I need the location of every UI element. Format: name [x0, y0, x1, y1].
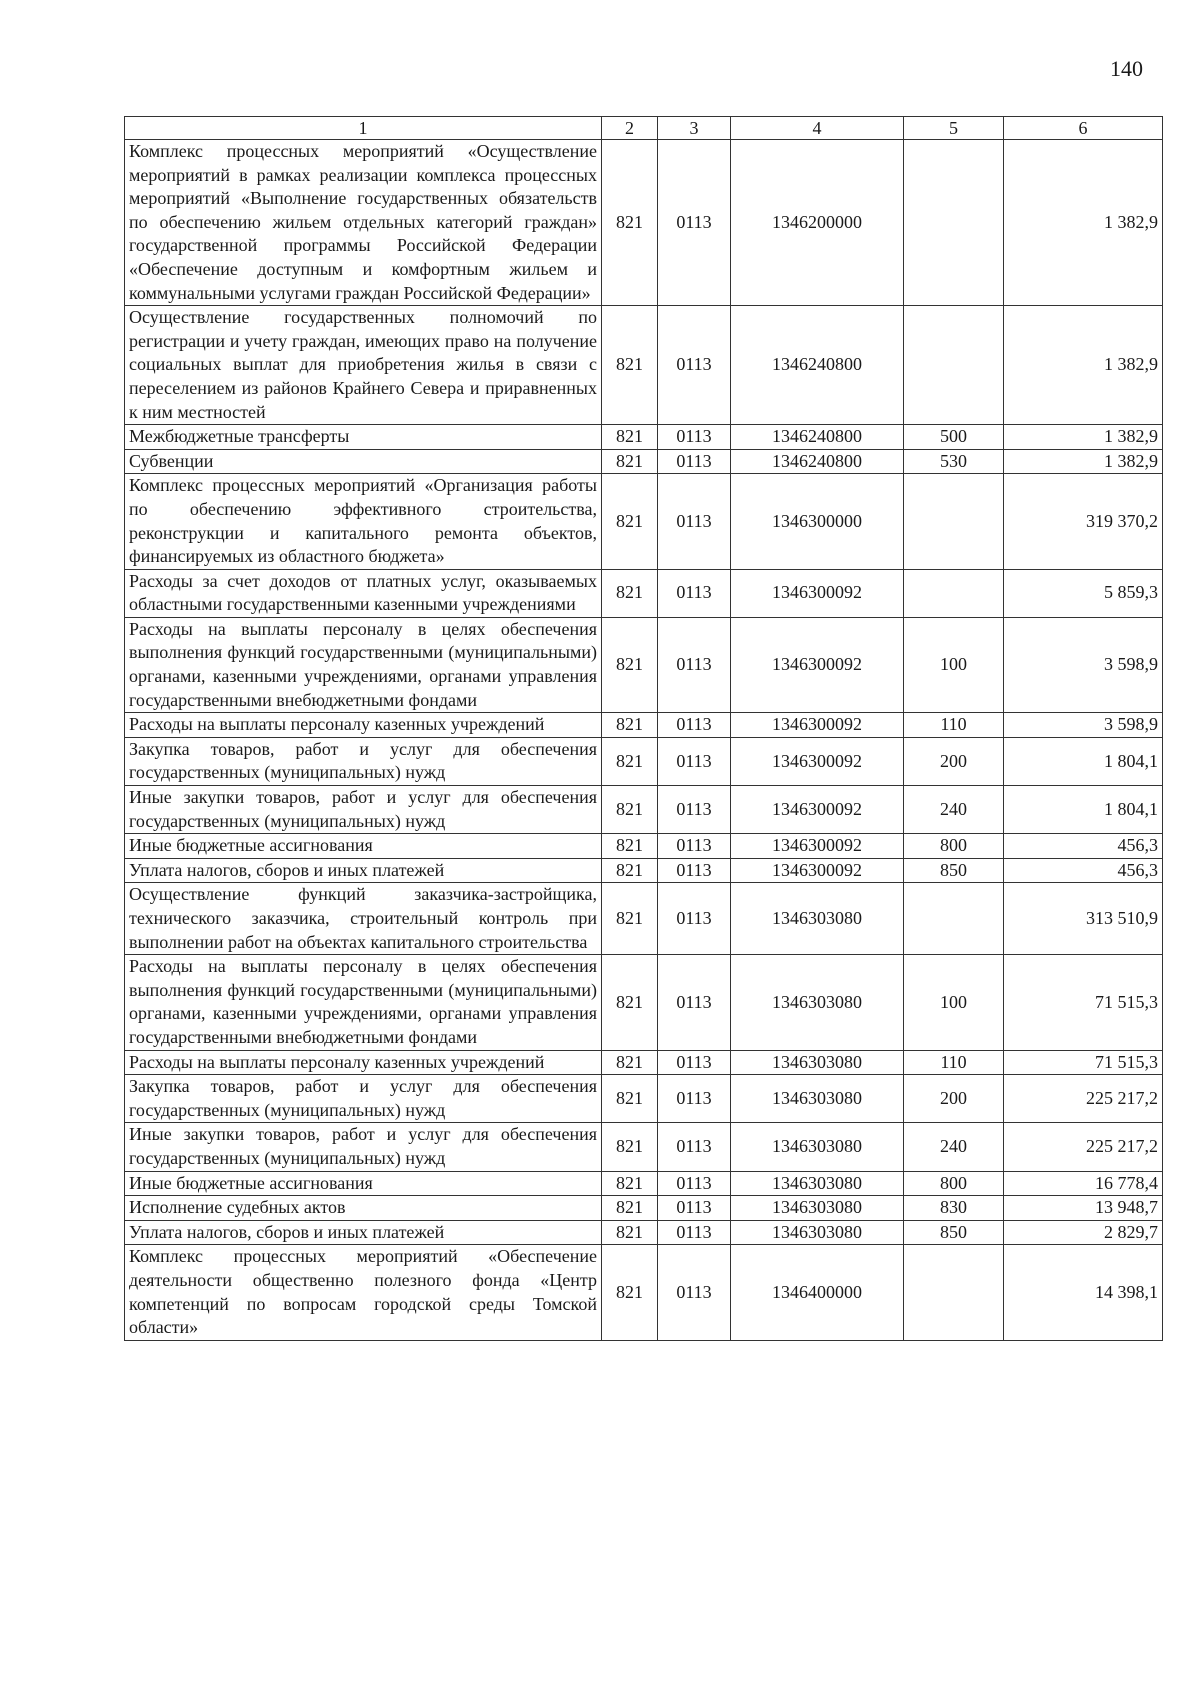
- row-description: Иные бюджетные ассигнования: [125, 1171, 602, 1196]
- row-admin-code: 821: [602, 1220, 658, 1245]
- row-expense-type: [904, 306, 1004, 425]
- row-admin-code: 821: [602, 834, 658, 859]
- row-target-article: 1346300092: [731, 737, 904, 785]
- table-row: [125, 140, 1163, 306]
- table-row: [125, 1196, 1163, 1221]
- row-section-code: 0113: [658, 569, 731, 617]
- row-section-code: 0113: [658, 858, 731, 883]
- row-expense-type: 200: [904, 1075, 1004, 1123]
- row-target-article: 1346300092: [731, 569, 904, 617]
- row-expense-type: 530: [904, 449, 1004, 474]
- row-section-code: 0113: [658, 883, 731, 955]
- column-header: 4: [731, 117, 904, 140]
- row-description: Иные закупки товаров, работ и услуг для обеспечения государственных (муниципальных) нужд: [125, 1123, 602, 1171]
- row-admin-code: 821: [602, 737, 658, 785]
- row-expense-type: 800: [904, 834, 1004, 859]
- row-target-article: 1346300092: [731, 713, 904, 738]
- row-description: Расходы на выплаты персоналу казенных учреждений: [125, 713, 602, 738]
- row-amount: 2 829,7: [1004, 1220, 1163, 1245]
- table-row: [125, 569, 1163, 617]
- table-row: [125, 737, 1163, 785]
- row-expense-type: 800: [904, 1171, 1004, 1196]
- row-target-article: 1346303080: [731, 883, 904, 955]
- row-description: Исполнение судебных актов: [125, 1196, 602, 1221]
- row-admin-code: 821: [602, 1171, 658, 1196]
- row-section-code: 0113: [658, 1171, 731, 1196]
- row-section-code: 0113: [658, 1075, 731, 1123]
- row-section-code: 0113: [658, 1220, 731, 1245]
- row-admin-code: 821: [602, 1196, 658, 1221]
- row-expense-type: 850: [904, 1220, 1004, 1245]
- row-target-article: 1346200000: [731, 140, 904, 306]
- row-admin-code: 821: [602, 140, 658, 306]
- row-section-code: 0113: [658, 617, 731, 712]
- row-amount: 13 948,7: [1004, 1196, 1163, 1221]
- row-section-code: 0113: [658, 713, 731, 738]
- row-section-code: 0113: [658, 834, 731, 859]
- row-description: Закупка товаров, работ и услуг для обеспечения государственных (муниципальных) нужд: [125, 1075, 602, 1123]
- row-description: Иные бюджетные ассигнования: [125, 834, 602, 859]
- row-amount: 14 398,1: [1004, 1245, 1163, 1340]
- row-section-code: 0113: [658, 737, 731, 785]
- row-description: Осуществление функций заказчика-застройщика, технического заказчика, строительный контроль при выполнении работ на объектах капитального строительства: [125, 883, 602, 955]
- row-amount: 1 804,1: [1004, 737, 1163, 785]
- row-admin-code: 821: [602, 1050, 658, 1075]
- row-target-article: 1346240800: [731, 306, 904, 425]
- row-description: Осуществление государственных полномочий по регистрации и учету граждан, имеющих право на получение социальных выплат для приобретения жилья в связи с переселением из районов Крайнего Севера и приравненных к ним местностей: [125, 306, 602, 425]
- row-expense-type: 500: [904, 425, 1004, 450]
- row-target-article: 1346300000: [731, 474, 904, 569]
- row-expense-type: [904, 140, 1004, 306]
- row-amount: 456,3: [1004, 858, 1163, 883]
- column-header: 2: [602, 117, 658, 140]
- row-amount: 71 515,3: [1004, 955, 1163, 1050]
- table-body: [125, 140, 1163, 1341]
- row-amount: 225 217,2: [1004, 1123, 1163, 1171]
- row-admin-code: 821: [602, 617, 658, 712]
- row-target-article: 1346303080: [731, 1171, 904, 1196]
- row-admin-code: 821: [602, 955, 658, 1050]
- row-expense-type: 200: [904, 737, 1004, 785]
- row-expense-type: 100: [904, 955, 1004, 1050]
- row-expense-type: 240: [904, 786, 1004, 834]
- row-section-code: 0113: [658, 786, 731, 834]
- column-header: 5: [904, 117, 1004, 140]
- row-admin-code: 821: [602, 569, 658, 617]
- row-expense-type: 240: [904, 1123, 1004, 1171]
- table-row: [125, 858, 1163, 883]
- table-row: [125, 1220, 1163, 1245]
- table-row: [125, 955, 1163, 1050]
- row-section-code: 0113: [658, 1245, 731, 1340]
- row-admin-code: 821: [602, 449, 658, 474]
- row-amount: 71 515,3: [1004, 1050, 1163, 1075]
- row-admin-code: 821: [602, 1123, 658, 1171]
- row-expense-type: [904, 1245, 1004, 1340]
- row-amount: 1 382,9: [1004, 425, 1163, 450]
- row-amount: 1 804,1: [1004, 786, 1163, 834]
- row-target-article: 1346300092: [731, 858, 904, 883]
- row-section-code: 0113: [658, 474, 731, 569]
- table-row: [125, 713, 1163, 738]
- row-amount: 3 598,9: [1004, 617, 1163, 712]
- table-row: [125, 1171, 1163, 1196]
- row-target-article: 1346303080: [731, 1123, 904, 1171]
- row-admin-code: 821: [602, 713, 658, 738]
- row-admin-code: 821: [602, 883, 658, 955]
- row-amount: 3 598,9: [1004, 713, 1163, 738]
- row-amount: 1 382,9: [1004, 140, 1163, 306]
- row-amount: 456,3: [1004, 834, 1163, 859]
- row-section-code: 0113: [658, 425, 731, 450]
- table-row: [125, 474, 1163, 569]
- row-amount: 1 382,9: [1004, 449, 1163, 474]
- row-target-article: 1346300092: [731, 617, 904, 712]
- row-description: Расходы на выплаты персоналу в целях обеспечения выполнения функций государственными (муниципальными) органами, казенными учреждениями, органами управления государственными внебюджетными фондами: [125, 617, 602, 712]
- row-description: Закупка товаров, работ и услуг для обеспечения государственных (муниципальных) нужд: [125, 737, 602, 785]
- row-target-article: 1346400000: [731, 1245, 904, 1340]
- row-description: Комплекс процессных мероприятий «Обеспечение деятельности общественно полезного фонда «Центр компетенций по вопросам городской среды Томской области»: [125, 1245, 602, 1340]
- row-description: Расходы на выплаты персоналу в целях обеспечения выполнения функций государственными (муниципальными) органами, казенными учреждениями, органами управления государственными внебюджетными фондами: [125, 955, 602, 1050]
- table-row: [125, 1245, 1163, 1340]
- page-number: 140: [1110, 56, 1143, 81]
- row-amount: 313 510,9: [1004, 883, 1163, 955]
- row-amount: 5 859,3: [1004, 569, 1163, 617]
- row-description: Межбюджетные трансферты: [125, 425, 602, 450]
- row-expense-type: 830: [904, 1196, 1004, 1221]
- row-section-code: 0113: [658, 306, 731, 425]
- row-expense-type: 110: [904, 1050, 1004, 1075]
- row-description: Расходы за счет доходов от платных услуг, оказываемых областными государственными казенными учреждениями: [125, 569, 602, 617]
- row-admin-code: 821: [602, 1075, 658, 1123]
- table-row: [125, 425, 1163, 450]
- row-expense-type: [904, 474, 1004, 569]
- row-target-article: 1346303080: [731, 955, 904, 1050]
- row-admin-code: 821: [602, 786, 658, 834]
- row-admin-code: 821: [602, 306, 658, 425]
- row-target-article: 1346303080: [731, 1220, 904, 1245]
- row-description: Комплекс процессных мероприятий «Осуществление мероприятий в рамках реализации комплекса процессных мероприятий «Выполнение государственных обязательств по обеспечению жильем отдельных категорий граждан» государственной программы Российской Федерации «Обеспечение доступным и комфортным жильем и коммунальными услугами граждан Российской Федерации»: [125, 140, 602, 306]
- table-row: [125, 1050, 1163, 1075]
- row-amount: 225 217,2: [1004, 1075, 1163, 1123]
- table-row: [125, 1075, 1163, 1123]
- row-section-code: 0113: [658, 140, 731, 306]
- table-row: [125, 834, 1163, 859]
- row-section-code: 0113: [658, 1196, 731, 1221]
- row-target-article: 1346240800: [731, 425, 904, 450]
- row-admin-code: 821: [602, 425, 658, 450]
- row-section-code: 0113: [658, 1050, 731, 1075]
- table-row: [125, 1123, 1163, 1171]
- row-description: Комплекс процессных мероприятий «Организация работы по обеспечению эффективного строительства, реконструкции и капитального ремонта объектов, финансируемых из областного бюджета»: [125, 474, 602, 569]
- row-amount: 319 370,2: [1004, 474, 1163, 569]
- row-expense-type: 100: [904, 617, 1004, 712]
- row-section-code: 0113: [658, 449, 731, 474]
- column-header: 3: [658, 117, 731, 140]
- row-target-article: 1346300092: [731, 786, 904, 834]
- column-header: 6: [1004, 117, 1163, 140]
- row-target-article: 1346300092: [731, 834, 904, 859]
- row-description: Уплата налогов, сборов и иных платежей: [125, 1220, 602, 1245]
- row-expense-type: 850: [904, 858, 1004, 883]
- row-target-article: 1346240800: [731, 449, 904, 474]
- row-admin-code: 821: [602, 858, 658, 883]
- row-description: Субвенции: [125, 449, 602, 474]
- row-description: Расходы на выплаты персоналу казенных учреждений: [125, 1050, 602, 1075]
- row-description: Иные закупки товаров, работ и услуг для обеспечения государственных (муниципальных) нужд: [125, 786, 602, 834]
- row-target-article: 1346303080: [731, 1075, 904, 1123]
- row-target-article: 1346303080: [731, 1196, 904, 1221]
- column-header: 1: [125, 117, 602, 140]
- row-expense-type: [904, 569, 1004, 617]
- budget-table: [124, 116, 1163, 1341]
- row-expense-type: [904, 883, 1004, 955]
- row-section-code: 0113: [658, 1123, 731, 1171]
- table-row: [125, 786, 1163, 834]
- row-amount: 16 778,4: [1004, 1171, 1163, 1196]
- table-row: [125, 617, 1163, 712]
- row-amount: 1 382,9: [1004, 306, 1163, 425]
- table-header-row: [125, 117, 1163, 140]
- table-row: [125, 883, 1163, 955]
- row-admin-code: 821: [602, 1245, 658, 1340]
- table-row: [125, 306, 1163, 425]
- row-description: Уплата налогов, сборов и иных платежей: [125, 858, 602, 883]
- row-section-code: 0113: [658, 955, 731, 1050]
- row-admin-code: 821: [602, 474, 658, 569]
- row-expense-type: 110: [904, 713, 1004, 738]
- row-target-article: 1346303080: [731, 1050, 904, 1075]
- table-row: [125, 449, 1163, 474]
